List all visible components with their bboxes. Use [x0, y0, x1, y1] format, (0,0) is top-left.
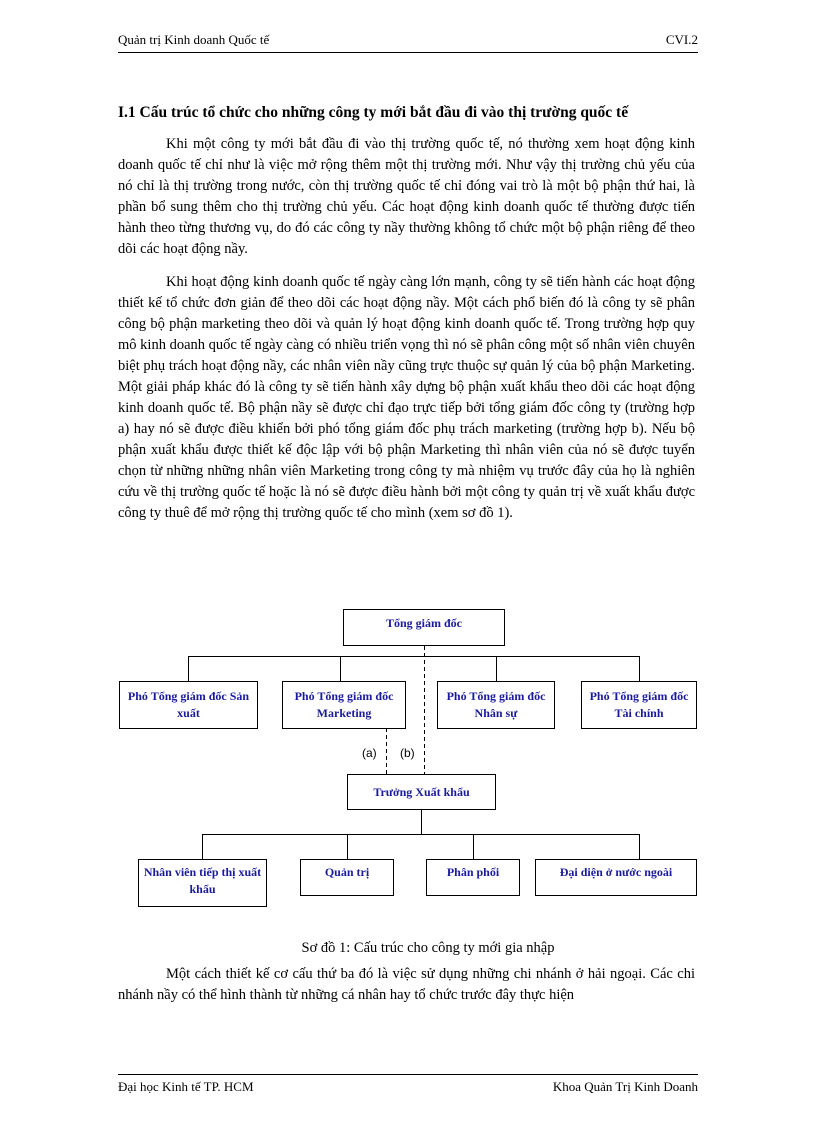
- administration-label: Quản trị: [324, 865, 370, 879]
- vp-hr-box: [437, 681, 555, 729]
- diagram-caption: Sơ đồ 1: Cấu trúc cho công ty mới gia nhập: [301, 940, 555, 956]
- section-heading: I.1 Cấu trúc tổ chức cho những công ty mới bắt đầu đi vào thị trường quốc tế: [118, 104, 629, 121]
- header-course-title: Quản trị Kinh doanh Quốc tế: [118, 32, 270, 47]
- distribution-box: [426, 859, 520, 896]
- paragraph-2: Khi hoạt động kinh doanh quốc tế ngày càng lớn mạnh, công ty sẽ tiến hành các hoạt động thiết kế tổ chức đơn giản để theo dõi các hoạt động nầy. Một cách phổ biến đó là công ty sẽ phân công bộ phận marketing theo dõi và quản lý hoạt động kinh doanh quốc tế. Trong trường hợp quy mô kinh doanh quốc tế ngày càng có nhiều triển vọng thì nó sẽ phân công một số nhân viên chuyên biệt phụ trách hoạt động nầy, các nhân viên nầy cũng trực thuộc sự quản lý của bộ phận Marketing. Một giải pháp khác đó là công ty sẽ tiến hành xây dựng bộ phận xuất khẩu theo dõi các hoạt động kinh doanh quốc tế. Bộ phận nầy sẽ được chỉ đạo trực tiếp bởi tổng giám đốc công ty (trường hợp a) hay nó sẽ được điều khiển bởi phó tổng giám đốc phụ trách marketing (trường hợp b). Nếu bộ phận xuất khẩu được thiết kế độc lập với bộ phận Marketing thì nhân viên của nó sẽ được tuyển chọn từ những những nhân viên Marketing trong công ty mà nhiệm vụ trước đây của họ là nghiên cứu về thị trường quốc tế hoặc là nó sẽ được điều hành bởi một công ty quản trị về xuất khẩu được công ty thuê để mở rộng thị trường quốc tế cho mình (xem sơ đồ 1).: [118, 274, 695, 521]
- overseas-rep-label: Đại diện ở nước ngoài: [559, 865, 673, 879]
- administration-box: [300, 859, 394, 896]
- export-marketing-staff-box: [138, 859, 267, 907]
- vp-finance-box: [581, 681, 697, 729]
- page-footer: [118, 1074, 698, 1097]
- ceo-label: Tổng giám đốc: [385, 616, 462, 630]
- vp-finance-label: Phó Tổng giám đốc Tài chính: [589, 689, 689, 720]
- case-a-label: (a): [362, 746, 377, 760]
- vp-marketing-label: Phó Tổng giám đốc Marketing: [294, 689, 394, 720]
- vp-marketing-box: [282, 681, 406, 729]
- export-head-box: [347, 774, 496, 810]
- vp-hr-label: Phó Tổng giám đốc Nhân sự: [446, 689, 546, 720]
- overseas-rep-box: [535, 859, 697, 896]
- footer-faculty: Khoa Quản Trị Kinh Doanh: [552, 1079, 698, 1094]
- export-head-label: Trưởng Xuất khẩu: [373, 784, 470, 799]
- export-marketing-staff-label: Nhân viên tiếp thị xuất khẩu: [143, 865, 262, 896]
- vp-production-box: [119, 681, 258, 729]
- header-chapter-code: CVI.2: [665, 32, 698, 47]
- case-b-label: (b): [400, 746, 415, 760]
- paragraph-1: Khi một công ty mới bắt đầu đi vào thị trường quốc tế, nó thường xem hoạt động kinh doanh quốc tế chỉ như là việc mở rộng thêm một thị trường mới. Như vậy thị trường chủ yếu của nó chỉ là thị trường trong nước, còn thị trường quốc tế chỉ đóng vai trò là một bộ phận thứ hai, là phần bổ sung thêm cho thị trường chủ yếu. Các hoạt động kinh doanh quốc tế thường được tiến hành theo từng thương vụ, do đó các công ty nầy thường không tổ chức một bộ phận riêng để theo dõi các hoạt động nầy.: [118, 136, 695, 257]
- distribution-label: Phân phối: [446, 865, 500, 879]
- ceo-box: [343, 609, 505, 646]
- vp-production-label: Phó Tổng giám đốc Sản xuất: [127, 689, 250, 720]
- footer-university: Đại học Kinh tế TP. HCM: [118, 1079, 254, 1094]
- paragraph-3: Một cách thiết kế cơ cấu thứ ba đó là việc sử dụng những chi nhánh ở hải ngoại. Các chi nhánh nầy có thể hình thành từ những cá nhân hay tổ chức trước đây thực hiện: [118, 966, 695, 1003]
